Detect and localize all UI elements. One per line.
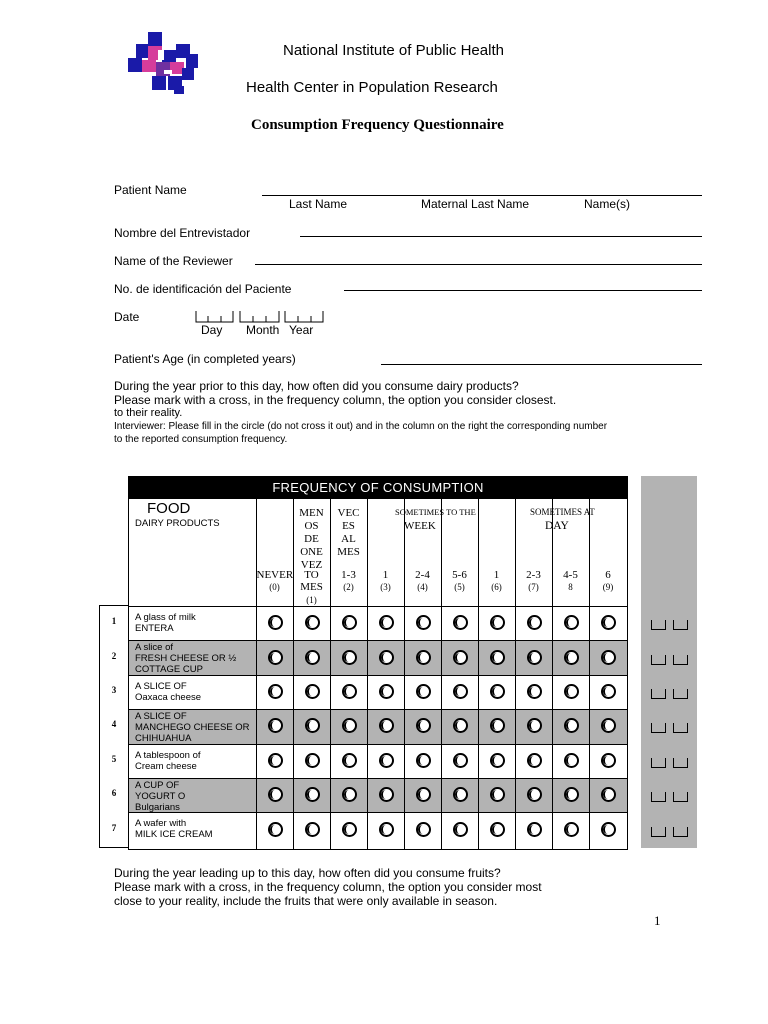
day-group-label: SOMETIMES AT — [530, 507, 595, 517]
frequency-radio[interactable] — [416, 684, 431, 699]
patient-name-label: Patient Name — [114, 183, 187, 197]
frequency-radio[interactable] — [527, 753, 542, 768]
column-divider — [256, 499, 257, 849]
frequency-radio[interactable] — [342, 822, 357, 837]
frequency-code-boxes[interactable] — [651, 653, 689, 665]
frequency-radio[interactable] — [564, 615, 579, 630]
patient-name-field[interactable] — [262, 195, 702, 196]
row-number: 4 — [111, 719, 117, 730]
food-item-label: A slice of — [135, 642, 174, 654]
frequency-radio[interactable] — [268, 718, 283, 733]
column-code: (1) — [306, 595, 317, 605]
frequency-radio[interactable] — [305, 615, 320, 630]
frequency-radio[interactable] — [268, 787, 283, 802]
food-item-label: COTTAGE CUP — [135, 664, 203, 676]
column-header-text: MES — [300, 581, 323, 593]
column-header-range: 1 — [493, 569, 500, 581]
page-number: 1 — [654, 913, 661, 928]
reviewer-field[interactable] — [255, 264, 702, 265]
week-group-label-2: WEEK — [404, 520, 436, 532]
frequency-radio[interactable] — [342, 718, 357, 733]
frequency-radio[interactable] — [601, 718, 616, 733]
frequency-radio[interactable] — [490, 650, 505, 665]
frequency-radio[interactable] — [564, 684, 579, 699]
frequency-radio[interactable] — [379, 718, 394, 733]
frequency-radio[interactable] — [527, 650, 542, 665]
interviewer-note-2: to the reported consumption frequency. — [114, 434, 288, 445]
frequency-radio[interactable] — [379, 684, 394, 699]
frequency-radio[interactable] — [453, 615, 468, 630]
row-number: 5 — [111, 753, 117, 764]
food-item-label: Oaxaca cheese — [135, 691, 202, 703]
food-item-label: MANCHEGO CHEESE OR — [135, 722, 250, 734]
interviewer-note-1: Interviewer: Please fill in the circle (do not cross it out) and in the column on the right the corresponding number — [114, 421, 608, 432]
food-item-label: A glass of milk — [135, 612, 196, 623]
frequency-radio[interactable] — [342, 753, 357, 768]
frequency-radio[interactable] — [527, 718, 542, 733]
category-label: DAIRY PRODUCTS — [135, 518, 220, 529]
frequency-radio[interactable] — [305, 650, 320, 665]
column-divider — [515, 499, 516, 849]
frequency-radio[interactable] — [305, 787, 320, 802]
patient-id-label: No. de identificación del Paciente — [114, 282, 292, 296]
food-item-label: A CUP OF — [135, 780, 180, 791]
frequency-code-boxes[interactable] — [651, 687, 689, 699]
frequency-radio[interactable] — [564, 822, 579, 837]
frequency-radio[interactable] — [342, 615, 357, 630]
column-divider — [367, 499, 368, 849]
frequency-radio[interactable] — [305, 684, 320, 699]
frequency-code-boxes[interactable] — [651, 756, 689, 768]
column-code: (0) — [269, 582, 280, 592]
year-label: Year — [289, 323, 314, 337]
food-item-label: Bulgarians — [135, 802, 180, 813]
column-header-text: OS — [304, 520, 319, 532]
frequency-radio[interactable] — [416, 822, 431, 837]
fruits-question-line-2: Please mark with a cross, in the frequency column, the option you consider most — [114, 880, 542, 894]
frequency-radio[interactable] — [305, 822, 320, 837]
center-name: Health Center in Population Research — [246, 79, 498, 96]
column-header-text: VEC — [337, 507, 360, 519]
food-item-label: FRESH CHEESE OR ½ — [135, 653, 237, 665]
column-code: 8 — [568, 582, 573, 592]
frequency-radio[interactable] — [416, 718, 431, 733]
frequency-radio[interactable] — [601, 822, 616, 837]
frequency-radio[interactable] — [601, 650, 616, 665]
frequency-code-boxes[interactable] — [651, 618, 689, 630]
food-item-label: YOGURT O — [135, 791, 186, 802]
column-header-range: 1-3 — [341, 569, 356, 581]
frequency-radio[interactable] — [268, 684, 283, 699]
food-item-label: MILK ICE CREAM — [135, 829, 213, 841]
frequency-radio[interactable] — [490, 684, 505, 699]
frequency-radio[interactable] — [527, 684, 542, 699]
food-item-label: Cream cheese — [135, 760, 197, 772]
column-header-range: 2-3 — [526, 569, 541, 581]
frequency-radio[interactable] — [453, 718, 468, 733]
frequency-radio[interactable] — [601, 684, 616, 699]
column-code: (9) — [602, 582, 614, 592]
frequency-radio[interactable] — [490, 787, 505, 802]
row-number: 3 — [111, 685, 117, 695]
food-item-label: A SLICE OF — [135, 711, 187, 723]
fruits-question-line-3: close to your reality, include the fruits that were only available in season. — [114, 894, 498, 908]
instruction-line-3: to their reality. — [114, 407, 183, 419]
column-divider — [552, 499, 553, 849]
row-number: 2 — [111, 650, 117, 661]
interviewer-field[interactable] — [300, 236, 702, 237]
food-item-label: CHIHUAHUA — [135, 733, 192, 745]
row-number: 6 — [111, 788, 117, 799]
column-header-range: TO — [304, 569, 319, 581]
food-item-label: A tablespoon of — [135, 749, 201, 761]
row-number: 1 — [111, 616, 117, 627]
age-label: Patient's Age (in completed years) — [114, 352, 296, 366]
column-divider — [404, 499, 405, 849]
column-header-text: MEN — [299, 507, 324, 519]
column-header-range: 4-5 — [563, 569, 578, 581]
frequency-radio[interactable] — [379, 753, 394, 768]
column-header-range: 1 — [382, 569, 389, 581]
patient-id-field[interactable] — [344, 290, 702, 291]
column-header-range: 6 — [605, 569, 611, 581]
page-title: Consumption Frequency Questionnaire — [251, 117, 504, 133]
column-header-text: AL — [341, 533, 356, 545]
column-code: (7) — [528, 582, 539, 592]
frequency-radio[interactable] — [342, 684, 357, 699]
day-group-label-2: DAY — [545, 520, 569, 532]
column-code: (3) — [380, 582, 391, 592]
frequency-radio[interactable] — [601, 615, 616, 630]
frequency-radio[interactable] — [527, 787, 542, 802]
frequency-radio[interactable] — [453, 787, 468, 802]
day-label: Day — [201, 323, 223, 337]
frequency-radio[interactable] — [416, 753, 431, 768]
maternal-last-name-label: Maternal Last Name — [421, 197, 530, 211]
frequency-radio[interactable] — [490, 615, 505, 630]
frequency-radio[interactable] — [379, 787, 394, 802]
frequency-radio[interactable] — [379, 822, 394, 837]
food-item-label: A SLICE OF — [135, 680, 187, 692]
frequency-radio[interactable] — [490, 753, 505, 768]
frequency-radio[interactable] — [490, 822, 505, 837]
frequency-radio[interactable] — [305, 718, 320, 733]
instruction-line-2: Please mark with a cross, in the frequency column, the option you consider closest. — [114, 393, 557, 407]
column-code: (5) — [454, 582, 465, 592]
frequency-radio[interactable] — [305, 753, 320, 768]
frequency-radio[interactable] — [379, 615, 394, 630]
names-label: Name(s) — [584, 197, 631, 211]
frequency-radio[interactable] — [453, 753, 468, 768]
column-code: (4) — [417, 582, 428, 592]
last-name-label: Last Name — [289, 197, 348, 211]
frequency-radio[interactable] — [268, 822, 283, 837]
frequency-radio[interactable] — [527, 822, 542, 837]
interviewer-label: Nombre del Entrevistador — [114, 226, 251, 240]
frequency-radio[interactable] — [268, 650, 283, 665]
week-group-label: SOMETIMES TO THE — [395, 507, 476, 517]
frequency-radio[interactable] — [564, 718, 579, 733]
frequency-code-boxes[interactable] — [651, 825, 689, 837]
column-header-text: VEZ — [300, 559, 323, 571]
frequency-radio[interactable] — [453, 822, 468, 837]
frequency-radio[interactable] — [453, 684, 468, 699]
date-label: Date — [114, 310, 140, 324]
column-divider — [441, 499, 442, 849]
fruits-question-line-1: During the year leading up to this day, how often did you consume fruits? — [114, 866, 501, 880]
frequency-code-boxes[interactable] — [651, 721, 689, 733]
instruction-line-1: During the year prior to this day, how often did you consume dairy products? — [114, 379, 519, 393]
column-header-text: ES — [342, 520, 355, 532]
frequency-radio[interactable] — [342, 787, 357, 802]
frequency-radio[interactable] — [416, 787, 431, 802]
reviewer-label: Name of the Reviewer — [114, 254, 233, 268]
column-divider — [589, 499, 590, 849]
column-divider — [478, 499, 479, 849]
month-label: Month — [246, 323, 280, 337]
column-header-text: MES — [337, 546, 360, 558]
frequency-code-boxes[interactable] — [651, 790, 689, 802]
frequency-radio[interactable] — [416, 615, 431, 630]
frequency-radio[interactable] — [379, 650, 394, 665]
frequency-table-header: FREQUENCY OF CONSUMPTION — [129, 477, 627, 499]
frequency-radio[interactable] — [416, 650, 431, 665]
frequency-radio[interactable] — [601, 787, 616, 802]
food-header: FOOD — [147, 500, 191, 517]
row-number: 7 — [111, 822, 117, 833]
frequency-table — [128, 476, 628, 850]
date-field[interactable] — [195, 310, 325, 322]
frequency-radio[interactable] — [564, 787, 579, 802]
frequency-radio[interactable] — [564, 650, 579, 665]
column-code: (2) — [343, 582, 354, 592]
column-header-range: NEVER — [256, 569, 294, 581]
frequency-radio[interactable] — [527, 615, 542, 630]
frequency-radio[interactable] — [601, 753, 616, 768]
frequency-radio[interactable] — [564, 753, 579, 768]
column-header-range: 2-4 — [415, 569, 430, 581]
frequency-radio[interactable] — [453, 650, 468, 665]
frequency-radio[interactable] — [268, 615, 283, 630]
frequency-radio[interactable] — [490, 718, 505, 733]
column-header-range: 5-6 — [452, 569, 467, 581]
column-code: (6) — [491, 582, 502, 592]
institute-name: National Institute of Public Health — [283, 42, 504, 59]
food-item-label: ENTERA — [135, 623, 174, 634]
column-header-text: ONE — [300, 546, 323, 558]
frequency-radio[interactable] — [268, 753, 283, 768]
frequency-radio[interactable] — [342, 650, 357, 665]
institute-logo-icon — [128, 30, 200, 96]
age-field[interactable] — [381, 364, 702, 365]
food-item-label: A wafer with — [135, 818, 187, 830]
column-header-text: DE — [304, 533, 319, 545]
